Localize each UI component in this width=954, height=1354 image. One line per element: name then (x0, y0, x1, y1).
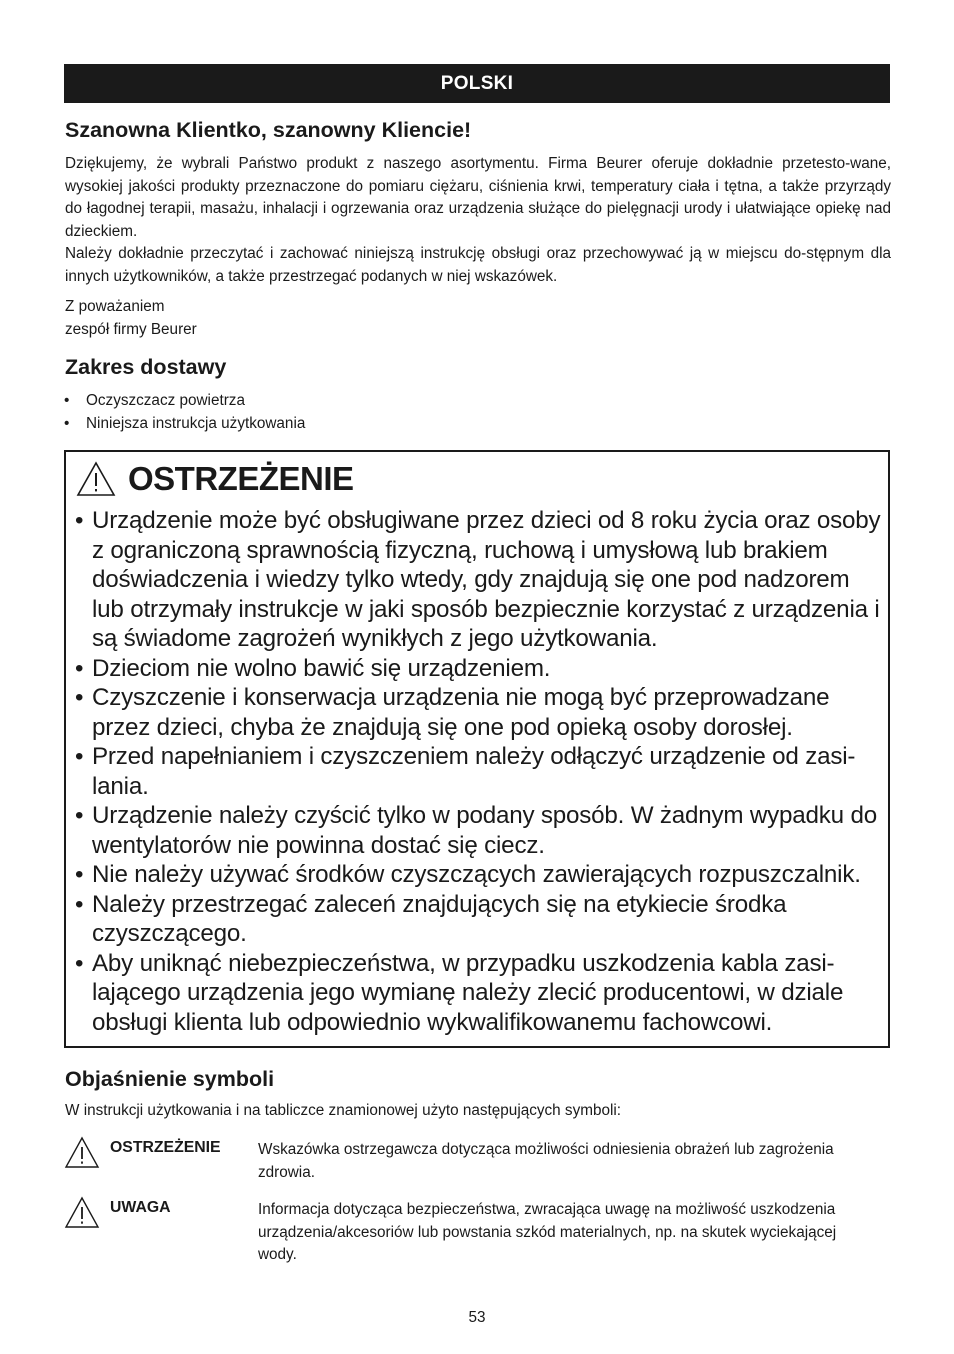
intro-paragraph: Dziękujemy, że wybrali Państwo produkt z naszego asortymentu. Firma Beurer oferuje dokładnie przetesto-wane, wysokiej jakości produkty przeznaczone do pomiaru ciężaru, ciśnienia krwi, temperatury ciała i tętna, a także przyrządy do łagodnej terapii, masażu, inhalacji i ogrzewania oraz urządzenia służące do pielęgnacji urody i ułatwiające opiekę nad dzieckiem. (65, 155, 891, 240)
symbol-description: Informacja dotycząca bezpieczeństwa, zwracająca uwagę na możliwość uszkodzenia urządzenia/akcesoriów lub powstania szkód materialnych, np. na skutek wyciekającej wody. (258, 1201, 837, 1263)
list-item: • Przed napełnianiem i czyszczeniem należy odłączyć urządzenie od zasi-lania. (74, 742, 884, 801)
symbol-description: Wskazówka ostrzegawcza dotycząca możliwości odniesienia obrażeń lub zagrożenia zdrowia. (258, 1141, 834, 1181)
warning-title: OSTRZEŻENIE (128, 460, 354, 497)
list-item: • Nie należy używać środków czyszczących zawierających rozpuszczalnik. (74, 860, 884, 890)
instructions-paragraph: Należy dokładnie przeczytać i zachować niniejszą instrukcję obsługi oraz przechowywać ją w miejscu do-stępnym dla innych użytkowników, a także przestrzegać podanych w niej wskazówek. (65, 245, 891, 285)
list-item: • Urządzenie może być obsługiwane przez dzieci od 8 roku życia oraz osoby z ograniczoną sprawnością fizyczną, ruchową i umysłową lub brakiem doświadczenia i wiedzy tylko wtedy, gdy znajdują się one pod nadzorem lub otrzymały instrukcje w jaki sposób bezpiecznie korzystać z urządzenia i są świadome zagrożeń wynikłych z jego użytkowania. (74, 506, 884, 654)
closing-block (65, 296, 197, 341)
symbol-label: OSTRZEŻENIE (110, 1139, 221, 1156)
warning-triangle-icon (64, 1196, 100, 1229)
delivery-list (64, 390, 305, 435)
symbols-intro: W instrukcji użytkowania i na tabliczce znamionowej użyto następujących symboli: (65, 1102, 622, 1119)
list-item: • Aby uniknąć niebezpieczeństwa, w przypadku uszkodzenia kabla zasi-lającego urządzenia jego wymianę należy zlecić producentowi, w dziale obsługi klienta lub odpowiednio wykwalifikowanemu fachowcowi. (74, 949, 884, 1038)
language-label: POLSKI (440, 72, 514, 94)
list-item: • Urządzenie należy czyścić tylko w podany sposób. W żadnym wypadku do wentylatorów nie powinna dostać się ciecz. (74, 801, 884, 860)
warning-triangle-icon (76, 461, 116, 497)
warning-triangle-icon (64, 1136, 100, 1169)
closing-text: Z poważaniem (65, 298, 165, 315)
page-number: 53 (468, 1309, 486, 1326)
warning-title-row (76, 460, 354, 498)
delivery-heading: Zakres dostawy (65, 355, 227, 379)
greeting-heading: Szanowna Klientko, szanowny Kliencie! (65, 118, 472, 142)
symbol-label: UWAGA (110, 1199, 171, 1216)
signature-text: zespół firmy Beurer (65, 320, 197, 338)
list-item: • Dzieciom nie wolno bawić się urządzeniem. (74, 654, 884, 684)
language-header-bar (64, 64, 890, 103)
list-item: • Oczyszczacz powietrza (64, 390, 305, 413)
warning-list (74, 506, 884, 1037)
list-item: • Niniejsza instrukcja użytkowania (64, 413, 305, 436)
warning-box (64, 450, 890, 1048)
symbols-heading: Objaśnienie symboli (65, 1067, 275, 1091)
list-item: • Czyszczenie i konserwacja urządzenia nie mogą być przeprowadzane przez dzieci, chyba że znajdują się one pod opieką osoby dorosłej. (74, 683, 884, 742)
list-item: • Należy przestrzegać zaleceń znajdujących się na etykiecie środka czyszczącego. (74, 890, 884, 949)
